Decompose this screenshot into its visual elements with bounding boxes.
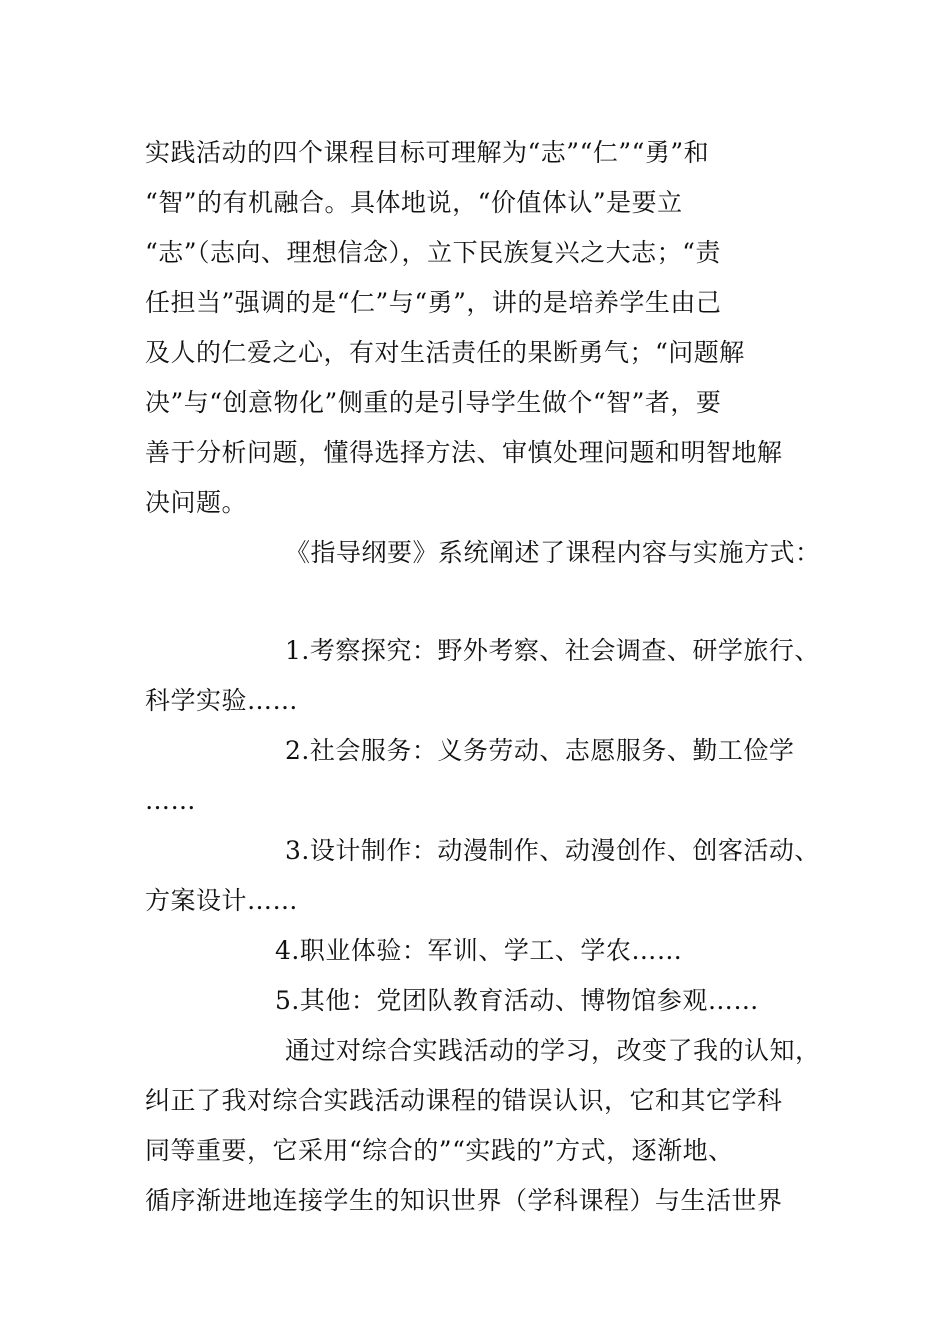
closing-line-4: 循序渐进地连接学生的知识世界（学科课程）与生活世界 xyxy=(145,1186,783,1215)
list-item-2-line-2: …… xyxy=(145,786,196,815)
paragraph-line-4: 任担当”强调的是“仁”与“勇”，讲的是培养学生由己 xyxy=(145,288,722,317)
list-item-1-line-2: 科学实验…… xyxy=(145,686,299,715)
closing-line-1: 通过对综合实践活动的学习，改变了我的认知， xyxy=(285,1036,821,1065)
paragraph-line-2: “智”的有机融合。具体地说，“价值体认”是要立 xyxy=(145,188,683,217)
paragraph-line-5: 及人的仁爱之心，有对生活责任的果断勇气；“问题解 xyxy=(145,338,745,367)
list-item-3-line-2: 方案设计…… xyxy=(145,886,299,915)
closing-line-2: 纠正了我对综合实践活动课程的错误认识，它和其它学科 xyxy=(145,1086,783,1115)
intro-line: 《指导纲要》系统阐述了课程内容与实施方式： xyxy=(285,538,821,567)
paragraph-line-8: 决问题。 xyxy=(145,488,248,517)
paragraph-line-3: “志”（志向、理想信念），立下民族复兴之大志；“责 xyxy=(145,238,721,267)
closing-line-3: 同等重要，它采用“综合的”“实践的”方式，逐渐地、 xyxy=(145,1136,734,1165)
paragraph-line-7: 善于分析问题，懂得选择方法、审慎处理问题和明智地解 xyxy=(145,438,783,467)
list-item-4: 4.职业体验：军训、学工、学农…… xyxy=(275,936,683,965)
list-item-1-line-1: 1.考察探究：野外考察、社会调查、研学旅行、 xyxy=(285,636,820,665)
list-item-2-line-1: 2.社会服务：义务劳动、志愿服务、勤工俭学 xyxy=(285,736,795,765)
paragraph-line-6: 决”与“创意物化”侧重的是引导学生做个“智”者，要 xyxy=(145,388,722,417)
list-item-3-line-1: 3.设计制作：动漫制作、动漫创作、创客活动、 xyxy=(285,836,820,865)
list-item-5: 5.其他：党团队教育活动、博物馆参观…… xyxy=(275,986,759,1015)
paragraph-line-1: 实践活动的四个课程目标可理解为“志”“仁”“勇”和 xyxy=(145,138,710,167)
